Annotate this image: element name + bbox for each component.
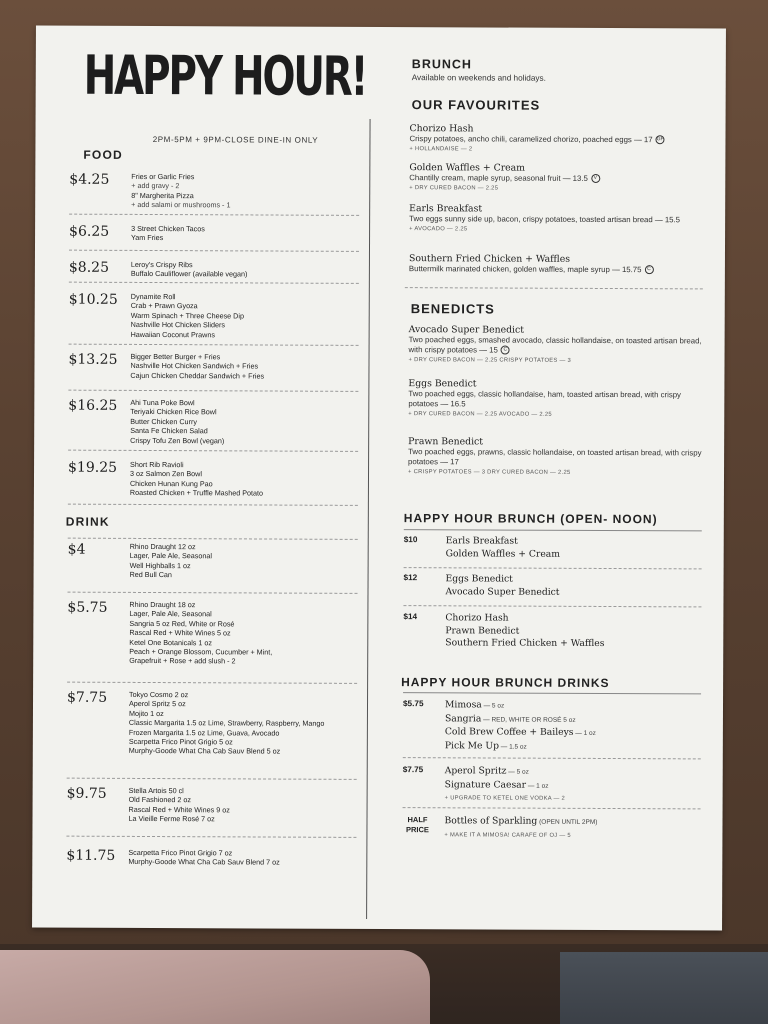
drink-item: Rascal Red + White Wines 5 oz — [129, 628, 231, 638]
row-divider — [68, 504, 358, 506]
food-item: Yam Fries — [131, 233, 164, 243]
row-divider — [66, 836, 356, 838]
drink-item: Grapefruit + Rose + add slush - 2 — [129, 656, 236, 666]
drink-price: $11.75 — [66, 847, 116, 864]
benedicts-heading: BENEDICTS — [410, 301, 495, 317]
hh-drink-addon: + MAKE IT A MIMOSA! CARAFE OF OJ — 5 — [444, 831, 571, 839]
drink-row — [67, 541, 360, 580]
row-divider — [67, 592, 357, 594]
hh-brunch-price: $14 — [403, 612, 418, 622]
hh-drink-item — [445, 779, 701, 794]
food-row — [69, 223, 361, 243]
drink-row — [67, 689, 359, 757]
row-divider — [403, 757, 701, 759]
dietary-icon: C — [501, 346, 510, 355]
drink-price: $7.75 — [67, 689, 108, 706]
drink-item: Tokyo Cosmo 2 oz — [129, 689, 189, 700]
drink-item: Scarpetta Frico Pinot Grigio 7 oz — [128, 847, 233, 858]
benedict-desc: Two poached eggs, smashed avocado, classic hollandaise, on toasted artisan bread, with crispy potatoes — 15 C — [408, 335, 702, 355]
hh-drink-name: Mimosa — [444, 699, 482, 711]
column-divider — [366, 119, 370, 919]
drink-item: Rhino Draught 18 oz — [129, 599, 196, 610]
favourite-name: Earls Breakfast — [409, 203, 483, 215]
row-divider — [68, 538, 358, 540]
hh-drinks-heading: HAPPY HOUR BRUNCH DRINKS — [401, 675, 610, 691]
favourite-dish — [409, 162, 709, 192]
hh-brunch-price: $10 — [403, 535, 418, 545]
favourite-addon: + DRY CURED BACON — 2.25 — [409, 185, 499, 192]
drink-items — [128, 786, 360, 825]
hh-drink-item — [445, 713, 701, 728]
drink-price: $4 — [67, 541, 86, 558]
hh-drink-items — [445, 765, 701, 806]
drink-item: La Vieille Ferme Rosé 7 oz — [128, 814, 215, 824]
food-items — [131, 224, 363, 244]
hh-drink-detail: — 1 oz — [526, 782, 549, 790]
drink-item: Well Highballs 1 oz — [129, 560, 191, 570]
favourite-dish — [409, 253, 709, 275]
row-divider — [68, 450, 358, 452]
hh-drink-name: Aperol Spritz — [444, 765, 507, 777]
hh-drink-addon: + UPGRADE TO KETEL ONE VODKA — 2 — [444, 795, 566, 803]
brunch-heading: BRUNCH — [411, 57, 473, 72]
benedict-addon: + DRY CURED BACON — 2.25 AVOCADO — 2.25 — [408, 411, 552, 418]
food-item: Buffalo Cauliflower (available vegan) — [130, 269, 248, 279]
hh-drink-detail: — 5 oz — [481, 702, 505, 710]
hh-brunch-item: Avocado Super Benedict — [445, 585, 560, 598]
food-price: $4.25 — [69, 171, 110, 188]
benedict-dish — [408, 436, 708, 476]
drink-items — [129, 600, 361, 667]
benedict-dish — [409, 324, 709, 364]
drink-price: $9.75 — [66, 785, 107, 802]
favourite-name: Southern Fried Chicken + Waffles — [408, 253, 571, 265]
menu-sheet — [32, 25, 726, 930]
food-item: Warm Spinach + Three Cheese Dip — [130, 310, 244, 321]
hh-drink-detail: (OPEN UNTIL 2PM) — [537, 818, 598, 826]
hh-brunch-item: Golden Waffles + Cream — [445, 547, 560, 560]
hh-drink-row — [402, 699, 703, 752]
food-items — [131, 292, 363, 340]
drink-item: Red Bull Can — [129, 570, 172, 580]
benedict-addon: + DRY CURED BACON — 2.25 CRISPY POTATOES — 3 — [408, 357, 572, 364]
food-item: Bigger Better Burger + Fries — [130, 351, 221, 362]
hh-drink-detail: — 1.5 oz — [498, 743, 527, 751]
drink-item: Ketel One Botanicals 1 oz — [129, 637, 213, 647]
hh-drink-item — [445, 699, 701, 714]
drink-row — [67, 599, 359, 666]
hh-drink-name: Pick Me Up — [444, 740, 500, 752]
hh-brunch-items — [445, 573, 701, 599]
food-items — [130, 352, 362, 381]
row-divider — [69, 282, 359, 284]
benedict-desc: Two poached eggs, prawns, classic hollandaise, on toasted artisan bread, with crispy potatoes — 17 — [408, 447, 702, 467]
favourite-dish — [409, 203, 709, 233]
food-item: Nashville Hot Chicken Sandwich + Fries — [130, 361, 259, 371]
hh-drink-name: Sangria — [444, 712, 482, 725]
hh-brunch-item: Earls Breakfast — [445, 535, 518, 547]
hh-brunch-item: Prawn Benedict — [445, 624, 520, 637]
hh-brunch-item: Chorizo Hash — [445, 612, 509, 624]
drink-heading: DRINK — [65, 514, 110, 529]
hh-drink-name: Bottles of Sparkling — [444, 815, 538, 827]
food-items — [130, 460, 362, 499]
benedict-name: Eggs Benedict — [408, 378, 477, 390]
benedict-desc: Two poached eggs, classic hollandaise, ham, toasted artisan bread, with crispy potatoes — 16.5 — [408, 389, 681, 409]
hh-brunch-heading: HAPPY HOUR BRUNCH (OPEN- NOON) — [403, 511, 658, 527]
hh-brunch-row — [403, 573, 704, 598]
food-row — [68, 291, 361, 339]
favourite-addon: + AVOCADO — 2.25 — [409, 226, 468, 233]
drink-item: Frozen Margarita 1.5 oz Lime, Guava, Avocado — [128, 727, 280, 738]
food-item: Fries or Garlic Fries — [131, 171, 195, 182]
drink-item: Scarpetta Frico Pinot Grigio 5 oz — [128, 736, 233, 747]
drink-row — [66, 785, 359, 824]
row-divider — [68, 390, 358, 392]
food-items — [130, 398, 362, 446]
row-divider — [69, 344, 359, 346]
drink-item: Lager, Pale Ale, Seasonal — [129, 551, 213, 561]
row-divider — [69, 250, 359, 252]
favourite-desc: Chantilly cream, maple syrup, seasonal fruit — 13.5 V — [409, 173, 709, 184]
drink-item: Classic Margarita 1.5 oz Lime, Strawberry, Raspberry, Mango — [128, 718, 325, 728]
hh-drink-item — [445, 726, 701, 741]
hh-drink-items — [444, 815, 700, 842]
food-item: 8" Margherita Pizza — [131, 190, 194, 201]
food-item: + add gravy - 2 — [131, 181, 180, 191]
food-price: $6.25 — [69, 223, 110, 240]
food-item: Teriyaki Chicken Rice Bowl — [130, 407, 217, 417]
hh-drink-item — [445, 765, 701, 780]
drink-items — [129, 690, 361, 757]
dark-fabric — [560, 952, 768, 1024]
hh-brunch-row — [403, 535, 704, 560]
food-item: Cajun Chicken Cheddar Sandwich + Fries — [130, 370, 265, 381]
drink-item: Old Fashioned 2 oz — [128, 795, 191, 805]
food-row — [68, 259, 361, 279]
food-price: $19.25 — [68, 459, 118, 476]
drink-item: Sangria 5 oz Red, White or Rosé — [129, 618, 235, 629]
food-item: Leroy's Crispy Ribs — [130, 259, 193, 270]
food-price: $8.25 — [68, 259, 110, 276]
food-row — [68, 459, 360, 498]
drink-item: Rhino Draught 12 oz — [129, 541, 196, 552]
hh-brunch-price: $12 — [403, 573, 418, 583]
drink-item: Murphy-Goode What Cha Cab Sauv Blend 7 oz — [128, 857, 280, 867]
row-divider — [403, 807, 701, 809]
food-item: Santa Fe Chicken Salad — [130, 426, 208, 436]
food-item: Crispy Tofu Zen Bowl (vegan) — [130, 435, 225, 445]
food-item: Roasted Chicken + Truffle Mashed Potato — [129, 488, 264, 498]
drink-items — [128, 848, 360, 868]
hh-drink-items — [445, 699, 701, 754]
hh-drink-detail: — 5 oz — [506, 768, 529, 776]
food-price: $10.25 — [68, 291, 118, 308]
drink-row — [66, 847, 358, 867]
favourites-heading: OUR FAVOURITES — [411, 97, 541, 113]
hh-brunch-item: Eggs Benedict — [445, 573, 513, 585]
hh-drink-row — [402, 765, 703, 803]
food-item: 3 Street Chicken Tacos — [131, 223, 205, 234]
food-items — [131, 172, 363, 211]
favourite-name: Chorizo Hash — [409, 123, 474, 135]
food-row — [68, 351, 361, 381]
drink-item: Murphy-Goode What Cha Cab Sauv Blend 5 oz — [128, 746, 281, 757]
favourite-desc: Buttermilk marinated chicken, golden waffles, maple syrup — 15.75 C — [409, 264, 709, 275]
hh-drink-item — [445, 740, 701, 755]
hh-drink-name: Signature Caesar — [444, 778, 527, 791]
food-item: Short Rib Ravioli — [130, 459, 184, 470]
hh-drink-price: $5.75 — [402, 699, 424, 709]
happy-hour-title: HAPPY HOUR! — [83, 43, 367, 108]
hh-drink-detail: — 1 oz — [573, 730, 596, 738]
food-row — [68, 397, 360, 445]
food-item: Hawaiian Coconut Prawns — [130, 329, 215, 339]
hh-brunch-rule — [404, 529, 702, 531]
favourite-desc: Crispy potatoes, ancho chili, caramelized chorizo, poached eggs — 17 GF — [409, 134, 664, 145]
row-divider — [403, 605, 701, 607]
happy-hour-times: 2PM-5PM + 9PM-CLOSE DINE-IN ONLY — [152, 135, 319, 145]
hh-drinks-rule — [403, 692, 701, 694]
hh-brunch-row — [403, 612, 703, 650]
favourite-name: Golden Waffles + Cream — [409, 162, 526, 174]
drink-item: Peach + Orange Blossom, Cucumber + Mint, — [129, 646, 273, 657]
drink-item: Rascal Red + White Wines 9 oz — [128, 804, 230, 815]
brunch-availability: Available on weekends and holidays. — [411, 73, 546, 83]
hh-brunch-item: Southern Fried Chicken + Waffles — [445, 637, 605, 650]
hh-drink-price: $7.75 — [402, 765, 424, 775]
section-divider — [405, 287, 703, 289]
food-item: Dynamite Roll — [130, 291, 176, 302]
benedict-name: Avocado Super Benedict — [408, 324, 525, 336]
hh-drink-item — [444, 815, 700, 830]
row-divider — [69, 214, 359, 216]
dietary-icon: GF — [656, 136, 665, 145]
food-item: Chicken Hunan Kung Pao — [129, 478, 213, 489]
dietary-icon: C — [644, 266, 653, 275]
hh-drink-row — [403, 815, 703, 839]
food-item: Ahi Tuna Poke Bowl — [130, 397, 195, 408]
favourite-dish — [409, 123, 709, 153]
dietary-icon: V — [591, 174, 600, 183]
food-items — [131, 260, 363, 280]
drink-price: $5.75 — [67, 599, 108, 616]
row-divider — [404, 567, 702, 569]
drink-item: Lager, Pale Ale, Seasonal — [129, 609, 212, 619]
food-item: Nashville Hot Chicken Sliders — [130, 320, 225, 330]
drink-items — [130, 542, 362, 581]
food-price: $13.25 — [68, 351, 118, 368]
food-price: $16.25 — [68, 397, 118, 414]
food-item: 3 oz Salmon Zen Bowl — [129, 469, 202, 479]
food-item: + add salami or mushrooms - 1 — [131, 200, 231, 210]
food-row — [69, 171, 361, 210]
food-item: Crab + Prawn Gyoza — [130, 301, 198, 311]
favourite-addon: + HOLLANDAISE — 2 — [409, 146, 473, 153]
hh-drink-detail: — RED, WHITE OR ROSÉ 5 oz — [481, 716, 576, 724]
benedict-dish — [408, 378, 708, 418]
drink-item: Aperol Spritz 5 oz — [128, 699, 186, 709]
fabric-foreground — [0, 950, 430, 1024]
benedict-name: Prawn Benedict — [408, 436, 484, 448]
drink-item: Mojito 1 oz — [128, 708, 164, 718]
food-heading: FOOD — [83, 147, 123, 162]
row-divider — [67, 682, 357, 684]
drink-item: Stella Artois 50 cl — [128, 785, 184, 796]
hh-drink-name: Cold Brew Coffee + Baileys — [444, 726, 574, 739]
row-divider — [67, 778, 357, 780]
hh-drink-price: HALF PRICE — [405, 815, 429, 835]
favourite-desc: Two eggs sunny side up, bacon, crispy potatoes, toasted artisan bread — 15.5 — [409, 214, 681, 225]
benedict-addon: + CRISPY POTATOES — 3 DRY CURED BACON — 2.25 — [408, 469, 571, 476]
hh-brunch-items — [446, 535, 702, 561]
hh-brunch-items — [445, 612, 701, 651]
food-item: Butter Chicken Curry — [130, 416, 197, 427]
